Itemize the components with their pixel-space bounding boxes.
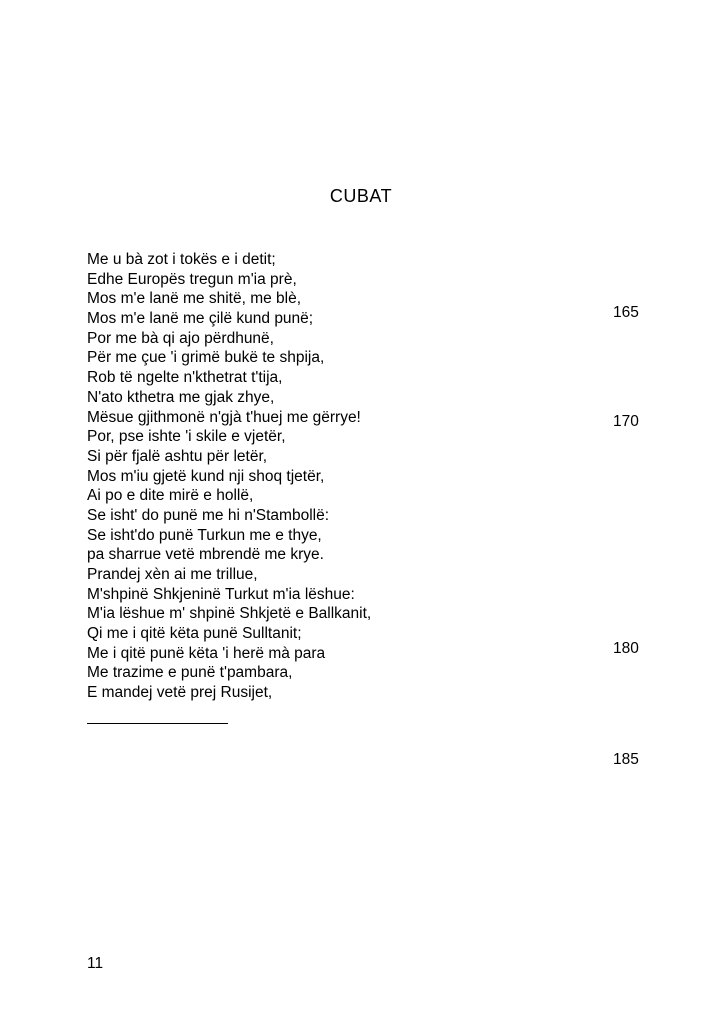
verse-line: Si për fjalë ashtu për letër,: [87, 447, 268, 465]
line-number: 170: [613, 413, 639, 430]
verse-line: Për me çue 'i grimë bukë te shpija,: [87, 349, 325, 367]
verse-line: Prandej xèn ai me trillue,: [87, 566, 258, 583]
verse-line: pa sharrue vetë mbrendë me krye.: [87, 546, 324, 564]
verse-line: Me trazime e punë t'pambara,: [87, 664, 293, 682]
line-number: 165: [613, 304, 639, 321]
verse-line: Mësue gjithmonë n'gjà t'huej me gërrye!: [87, 408, 361, 426]
poem-title: [0, 186, 728, 207]
verse-line: Por me bà qi ajo përdhunë,: [87, 329, 274, 347]
verse-line: Se isht'do punë Turkun me e thye,: [87, 526, 322, 544]
line-number: 185: [613, 751, 639, 768]
verse-line: N'ato kthetra me gjak zhye,: [87, 388, 275, 406]
verse-line: Me u bà zot i tokës e i detit;: [87, 251, 276, 268]
verse-line: Mos m'e lanë me shitë, me blè,: [87, 290, 302, 308]
verse-line: Edhe Europës tregun m'ia prè,: [87, 270, 297, 288]
verse-line: Me i qitë punë këta 'i herë mà para: [87, 644, 326, 662]
verse-line: Mos m'iu gjetë kund nji shoq tjetër,: [87, 467, 325, 485]
verse-line: Por, pse ishte 'i skile e vjetër,: [87, 428, 286, 446]
poem-title-text: CUBAT: [329, 186, 393, 206]
verse-block: [87, 250, 587, 703]
verse-line: Mos m'e lanë me çilë kund punë;: [87, 310, 314, 328]
page-number: 11: [87, 955, 104, 972]
verse-line: Rob të ngelte n'kthetrat t'tija,: [87, 369, 283, 387]
verse-line: Ai po e dite mirë e hollë,: [87, 487, 254, 505]
footnote-rule: [87, 723, 228, 724]
verse-line: E mandej vetë prej Rusijet,: [87, 684, 273, 702]
verse-line: Se isht' do punë me hi n'Stambollë:: [87, 506, 330, 524]
verse-line: Qi me i qitë këta punë Sulltanit;: [87, 625, 302, 643]
verse-line: M'shpinë Shkjeninë Turkut m'ia lëshue:: [87, 585, 355, 603]
verse-line: M'ia lëshue m' shpinë Shkjetë e Ballkanit,: [87, 605, 372, 623]
line-number: 180: [613, 640, 639, 657]
